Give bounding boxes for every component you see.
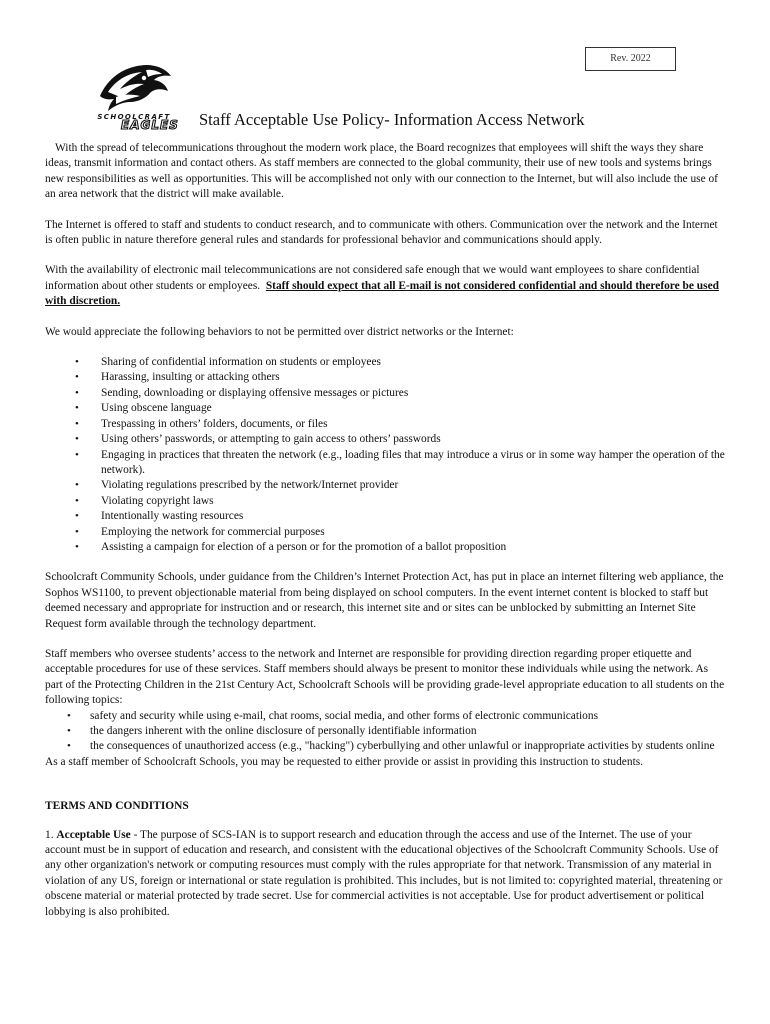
revision-box xyxy=(585,47,676,71)
list-item: • Sharing of confidential information on students or employees xyxy=(101,355,727,370)
document-body xyxy=(45,141,727,920)
list-item: • the consequences of unauthorized access (e.g., "hacking") cyberbullying and other unlawful or inappropriate activities by students online xyxy=(90,739,727,754)
list-item: • Using obscene language xyxy=(101,401,727,416)
list-item: • the dangers inherent with the online disclosure of personally identifiable information xyxy=(90,724,727,739)
logo-text-schoolcraft: SCHOOLCRAFT xyxy=(97,113,171,121)
filtering-paragraph: Schoolcraft Community Schools, under guidance from the Children’s Internet Protection Act, has put in place an internet filtering web appliance, the Sophos WS1100, to prevent objectionable material from being displayed on school computers. In the event internet content is blocked to staff but deemed necessary and appropriate for instruction and or research, this internet site and or sites can be unblocked by submitting an Internet Site Request form available through the technology department. xyxy=(45,571,724,630)
list-item: • Intentionally wasting resources xyxy=(101,509,727,524)
email-paragraph-text: With the availability of electronic mail telecommunications are not considered safe enough that we would want employees to share confidential information about other students or employees. xyxy=(45,264,700,292)
list-item: • Engaging in practices that threaten the network (e.g., loading files that may introduce a virus or in some way hamper the operation of the network). xyxy=(101,448,727,479)
acceptable-use-paragraph xyxy=(45,828,727,920)
term-label: Acceptable Use xyxy=(56,828,131,841)
intro-paragraph: With the spread of telecommunications throughout the modern work place, the Board recognizes that employees will shift the ways they share ideas, transmit information and contact others. As staff members are connected to the global community, their use of new tools and systems brings new responsibilities as well as opportunities. This will be accomplished not only with our connection to the Internet, but will also include the use of an area network that the district will make available. xyxy=(45,142,718,201)
list-item: • safety and security while using e-mail, chat rooms, social media, and other forms of electronic communications xyxy=(90,709,727,724)
list-item: • Sending, downloading or displaying offensive messages or pictures xyxy=(101,386,727,401)
oversight-paragraph: Staff members who oversee students’ access to the network and Internet are responsible for providing direction regarding proper etiquette and acceptable procedures for use of these services. Staff members should always be present to monitor these individuals while using the network. As part of the Protecting Children in the 21st Century Act, Schoolcraft Schools will be providing grade-level appropriate education to all students on the following topics: xyxy=(45,647,725,707)
list-item: • Using others’ passwords, or attempting to gain access to others’ passwords xyxy=(101,432,727,447)
revision-label: Rev. 2022 xyxy=(610,53,651,64)
list-item: • Violating regulations prescribed by the network/Internet provider xyxy=(101,478,727,493)
list-item: • Employing the network for commercial purposes xyxy=(101,525,727,540)
term-number: 1. xyxy=(45,828,54,841)
prohibited-behaviors-list xyxy=(45,355,727,555)
term-text: - The purpose of SCS-IAN is to support research and education through the access and use of the Internet. The use of your account must be in support of education and research, and consistent with the educational objectives of the Schoolcraft Community Schools. Use of any other organization's network or computing resources must comply with the rules appropriate for that network. Transmission of any material in violation of any US, foreign or international or state regulation is prohibited. This includes, but is not limited to: copyrighted material, threatening or obscene material or material protected by trade secret. Use for commercial activities is not acceptable. Use for product advertisement or political lobbying is also prohibited. xyxy=(45,828,723,918)
behaviors-intro: We would appreciate the following behaviors to not be permitted over district networks or the Internet: xyxy=(45,325,514,338)
page-title: Staff Acceptable Use Policy- Information Access Network xyxy=(199,110,585,129)
logo-text-eagles: EAGLES xyxy=(121,118,179,132)
education-topics-list xyxy=(45,709,727,755)
list-item: • Harassing, insulting or attacking others xyxy=(101,370,727,385)
staff-member-paragraph: As a staff member of Schoolcraft Schools, you may be requested to either provide or assist in providing this instruction to students. xyxy=(45,755,644,768)
list-item: • Violating copyright laws xyxy=(101,494,727,509)
terms-heading: TERMS AND CONDITIONS xyxy=(45,800,189,813)
list-item: • Trespassing in others’ folders, documents, or files xyxy=(101,417,727,432)
email-paragraph xyxy=(45,263,727,309)
list-item: • Assisting a campaign for election of a person or for the promotion of a ballot proposition xyxy=(101,540,727,555)
email-warning: Staff should expect that all E-mail is not considered confidential and should therefore be used with discretion. xyxy=(45,279,719,308)
internet-paragraph: The Internet is offered to staff and students to conduct research, and to communicate with others. Communication over the network and the Internet is often public in nature therefore general rules and standards for professional behavior and communications should apply. xyxy=(45,218,718,247)
